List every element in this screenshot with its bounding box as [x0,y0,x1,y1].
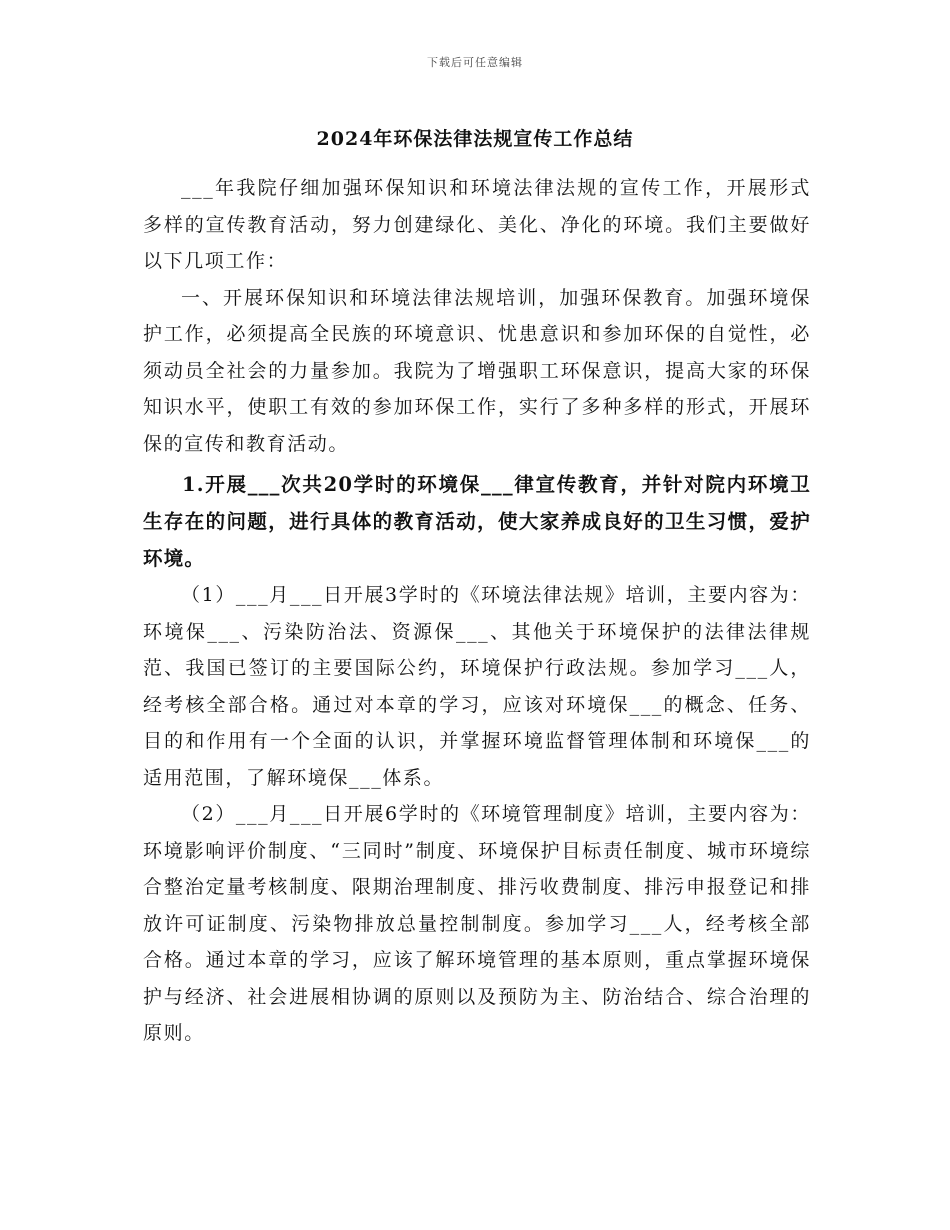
paragraph-section-one: 一、开展环保知识和环境法律法规培训，加强环保教育。加强环境保护工作，必须提高全民族的环境意识、忧患意识和参加环保的自觉性，必须动员全社会的力量参加。我院为了增强职工环保意识，提高大家的环保知识水平，使职工有效的参加环保工作，实行了多种多样的形式，开展环保的宣传和教育活动。 [143,286,811,455]
header-note: 下载后可任意编辑 [427,56,523,69]
paragraph-item-one-heading: 1.开展___次共20学时的环境保___律宣传教育，并针对院内环境卫生存在的问题，进行具体的教育活动，使大家养成良好的卫生习惯，爱护环境。 [143,473,811,570]
document-title: 2024年环保法律法规宣传工作总结 [316,128,634,150]
document-body [143,170,811,1052]
paragraph-intro: ___年我院仔细加强环保知识和环境法律法规的宣传工作，开展形式多样的宣传教育活动，努力创建绿化、美化、净化的环境。我们主要做好以下几项工作： [143,177,811,272]
paragraph-training-1: （1）___月___日开展3学时的《环境法律法规》培训，主要内容为：环境保___、污染防治法、资源保___、其他关于环境保护的法律法律规范、我国已签订的主要国际公约，环境保护行政法规。参加学习___人，经考核全部合格。通过对本章的学习，应该对环境保___的概念、任务、目的和作用有一个全面的认识，并掌握环境监督管理体制和环境保___的适用范围，了解环境保___体系。 [143,584,811,789]
paragraph-training-2: （2）___月___日开展6学时的《环境管理制度》培训，主要内容为：环境影响评价制度、“三同时”制度、环境保护目标责任制度、城市环境综合整治定量考核制度、限期治理制度、排污收费制度、排污申报登记和排放许可证制度、污染物排放总量控制制度。参加学习___人，经考核全部合格。通过本章的学习，应该了解环境管理的基本原则，重点掌握环境保护与经济、社会进展相协调的原则以及预防为主、防治结合、综合治理的原则。 [143,803,811,1044]
